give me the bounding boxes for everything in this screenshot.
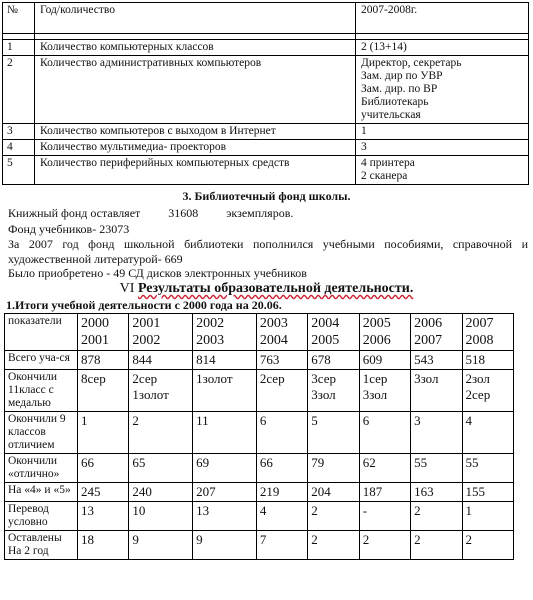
table-cell: 543 — [411, 351, 462, 370]
header-cell-label: Год/количество — [35, 3, 356, 34]
table-cell: 1 — [462, 502, 514, 531]
table-cell: 163 — [411, 483, 462, 502]
header-cell-year: 2004 2005 — [308, 314, 359, 351]
table-cell: 2 — [129, 412, 193, 454]
table-cell: 2сер — [256, 370, 307, 412]
table-cell: 155 — [462, 483, 514, 502]
table-header-row — [3, 3, 529, 34]
table-cell: 878 — [78, 351, 129, 370]
table-cell: 2 — [308, 531, 359, 560]
table-row — [3, 124, 529, 140]
section-title: Результаты образовательной деятельности. — [137, 281, 414, 296]
table-cell: 13 — [193, 502, 257, 531]
row-num: 4 — [3, 140, 35, 156]
table-row — [3, 40, 529, 56]
section-heading — [0, 281, 533, 297]
row-label: Количество административных компьютеров — [35, 56, 356, 124]
table-cell: 2 — [411, 531, 462, 560]
table-cell: 11 — [193, 412, 257, 454]
row-value: 1 — [356, 124, 529, 140]
fund-count: 31608 — [168, 206, 199, 220]
table-cell: 1 — [78, 412, 129, 454]
table-cell: 1золот — [193, 370, 257, 412]
table-cell: 204 — [308, 483, 359, 502]
table-cell: 763 — [256, 351, 307, 370]
table-cell: 3зол — [411, 370, 462, 412]
table-row — [3, 56, 529, 124]
fund-prefix: Книжный фонд оставляет — [8, 206, 141, 220]
row-num: 3 — [3, 124, 35, 140]
table-cell: 4 — [462, 412, 514, 454]
table-row — [5, 502, 514, 531]
row-label: Оставлены На 2 год — [5, 531, 78, 560]
table-row — [5, 351, 514, 370]
fund-suffix: экземпляров. — [226, 206, 294, 220]
table-cell: 240 — [129, 483, 193, 502]
table-cell: 5 — [308, 412, 359, 454]
table-cell: 55 — [411, 454, 462, 483]
header-cell-year: 2001 2002 — [129, 314, 193, 351]
section-number: VI — [119, 281, 135, 296]
row-label: Всего уча-ся — [5, 351, 78, 370]
table-cell: 207 — [193, 483, 257, 502]
table-cell: 13 — [78, 502, 129, 531]
row-label: Окончили «отлично» — [5, 454, 78, 483]
table-cell: 3сер 3зол — [308, 370, 359, 412]
table-cell: 187 — [359, 483, 410, 502]
header-cell-indicator: показатели — [5, 314, 78, 351]
row-num: 5 — [3, 156, 35, 185]
table-cell: 10 — [129, 502, 193, 531]
table-cell: 2сер 1золот — [129, 370, 193, 412]
table-cell: 814 — [193, 351, 257, 370]
table-cell: 2 — [308, 502, 359, 531]
table-cell: 2 — [359, 531, 410, 560]
table-cell: 4 — [256, 502, 307, 531]
header-cell-year: 2003 2004 — [256, 314, 307, 351]
table-cell: 9 — [193, 531, 257, 560]
table-cell: 2 — [411, 502, 462, 531]
row-label: Количество периферийных компьютерных средств — [35, 156, 356, 185]
results-table — [4, 313, 514, 560]
library-textbooks-line: Фонд учебников- 23073 — [8, 222, 130, 236]
table-row — [3, 156, 529, 185]
table-cell: 55 — [462, 454, 514, 483]
table-cell: 62 — [359, 454, 410, 483]
row-label: Окончили 11класс с медалью — [5, 370, 78, 412]
table-cell: 678 — [308, 351, 359, 370]
table-cell: 2 — [462, 531, 514, 560]
library-heading: 3. Библиотечный фонд школы. — [182, 189, 351, 203]
library-added-paragraph: За 2007 год фонд школьной библиотеки пополнился учебными пособиями, справочной и художественной литературой- 669 — [8, 237, 528, 266]
table-cell: 65 — [129, 454, 193, 483]
table-cell: 844 — [129, 351, 193, 370]
table-row — [5, 370, 514, 412]
header-cell-year: 2000 2001 — [78, 314, 129, 351]
row-label: Количество компьютерных классов — [35, 40, 356, 56]
table-cell: 609 — [359, 351, 410, 370]
row-label: Количество мультимедиа- проекторов — [35, 140, 356, 156]
table-cell: 6 — [359, 412, 410, 454]
header-cell-num: № — [3, 3, 35, 34]
table-cell: 9 — [129, 531, 193, 560]
table-cell: 518 — [462, 351, 514, 370]
table-row — [5, 531, 514, 560]
table-cell: 69 — [193, 454, 257, 483]
table-cell: 66 — [256, 454, 307, 483]
table-row — [5, 454, 514, 483]
library-bought-line: Было приобретено - 49 СД дисков электронных учебников — [8, 266, 307, 280]
row-num: 2 — [3, 56, 35, 124]
table-row — [3, 140, 529, 156]
row-label: Окончили 9 классов отличием — [5, 412, 78, 454]
table-cell: 2зол 2сер — [462, 370, 514, 412]
row-value: 3 — [356, 140, 529, 156]
library-fund-line — [8, 206, 528, 221]
table-cell: 1сер 3зол — [359, 370, 410, 412]
table-header-row — [5, 314, 514, 351]
row-label: На «4» и «5» — [5, 483, 78, 502]
header-cell-year: 2007 2008 — [462, 314, 514, 351]
row-value: 4 принтера 2 сканера — [356, 156, 529, 185]
table-cell: 245 — [78, 483, 129, 502]
row-num: 1 — [3, 40, 35, 56]
table-cell: 8сер — [78, 370, 129, 412]
table-row — [5, 412, 514, 454]
row-value: Директор, секретарь Зам. дир по УВР Зам. дир. по ВР Библиотекарь учительская — [356, 56, 529, 124]
header-cell-year: 2002 2003 — [193, 314, 257, 351]
table-cell: 3 — [411, 412, 462, 454]
row-label: Количество компьютеров с выходом в Интернет — [35, 124, 356, 140]
header-cell-year: 2005 2006 — [359, 314, 410, 351]
table-cell: 219 — [256, 483, 307, 502]
table-cell: 7 — [256, 531, 307, 560]
table-cell: 66 — [78, 454, 129, 483]
table-row — [5, 483, 514, 502]
header-cell-year: 2006 2007 — [411, 314, 462, 351]
table-cell: 18 — [78, 531, 129, 560]
table-cell: 6 — [256, 412, 307, 454]
table-cell: - — [359, 502, 410, 531]
header-cell-year: 2007-2008г. — [356, 3, 529, 34]
table-cell: 79 — [308, 454, 359, 483]
row-label: Перевод условно — [5, 502, 78, 531]
computers-table — [2, 2, 529, 185]
row-value: 2 (13+14) — [356, 40, 529, 56]
subheading: 1.Итоги учебной деятельности с 2000 года на 20.06. — [6, 298, 282, 312]
